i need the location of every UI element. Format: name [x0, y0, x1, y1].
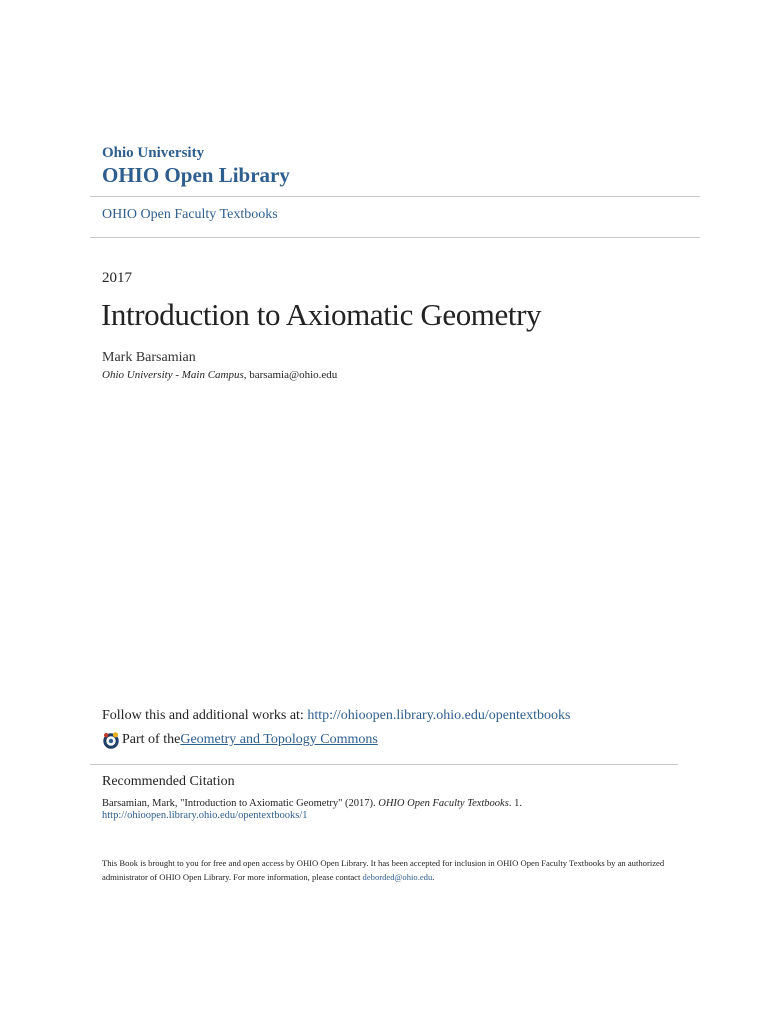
commons-link[interactable]: Geometry and Topology Commons: [180, 732, 378, 747]
contact-email-link[interactable]: deborded@ohio.edu: [362, 872, 433, 882]
follow-label: Follow this and additional works at:: [102, 708, 308, 723]
notice-end: .: [432, 872, 435, 882]
institution-header: [102, 145, 290, 187]
citation-suffix: . 1.: [508, 798, 522, 809]
author-email: barsamia@ohio.edu: [249, 369, 338, 381]
citation-prefix: Barsamian, Mark, "Introduction to Axiomatic Geometry" (2017).: [102, 798, 379, 809]
part-of-line: [102, 731, 378, 749]
library-name[interactable]: OHIO Open Library: [102, 163, 290, 187]
affiliation-name: Ohio University - Main Campus: [102, 369, 244, 381]
series-link[interactable]: OHIO Open Faculty Textbooks: [102, 207, 278, 222]
document-title: Introduction to Axiomatic Geometry: [101, 297, 542, 332]
citation-heading: Recommended Citation: [102, 774, 235, 789]
citation-series: OHIO Open Faculty Textbooks: [378, 798, 509, 809]
follow-line: [102, 708, 570, 724]
collection-url-link[interactable]: http://ohioopen.library.ohio.edu/opentextbooks: [307, 708, 571, 723]
divider-top: [90, 196, 700, 197]
citation-text: [102, 796, 522, 811]
email-separator: ,: [243, 369, 250, 381]
network-commons-icon: [102, 731, 120, 749]
publication-year: 2017: [102, 270, 132, 286]
citation-url-link[interactable]: http://ohioopen.library.ohio.edu/opentextbooks/1: [102, 810, 308, 821]
author-name: Mark Barsamian: [102, 350, 196, 365]
access-notice: [102, 856, 672, 884]
notice-text: This Book is brought to you for free and open access by OHIO Open Library. It has been accepted for inclusion in OHIO Open Faculty Textbooks by an authorized administrator of OHIO Open Library. For more information, please contact: [102, 858, 665, 882]
university-name[interactable]: Ohio University: [102, 145, 205, 161]
author-affiliation: [102, 369, 337, 381]
divider-series: [90, 237, 700, 238]
divider-citation: [90, 764, 678, 765]
part-of-label: Part of the: [122, 732, 181, 747]
